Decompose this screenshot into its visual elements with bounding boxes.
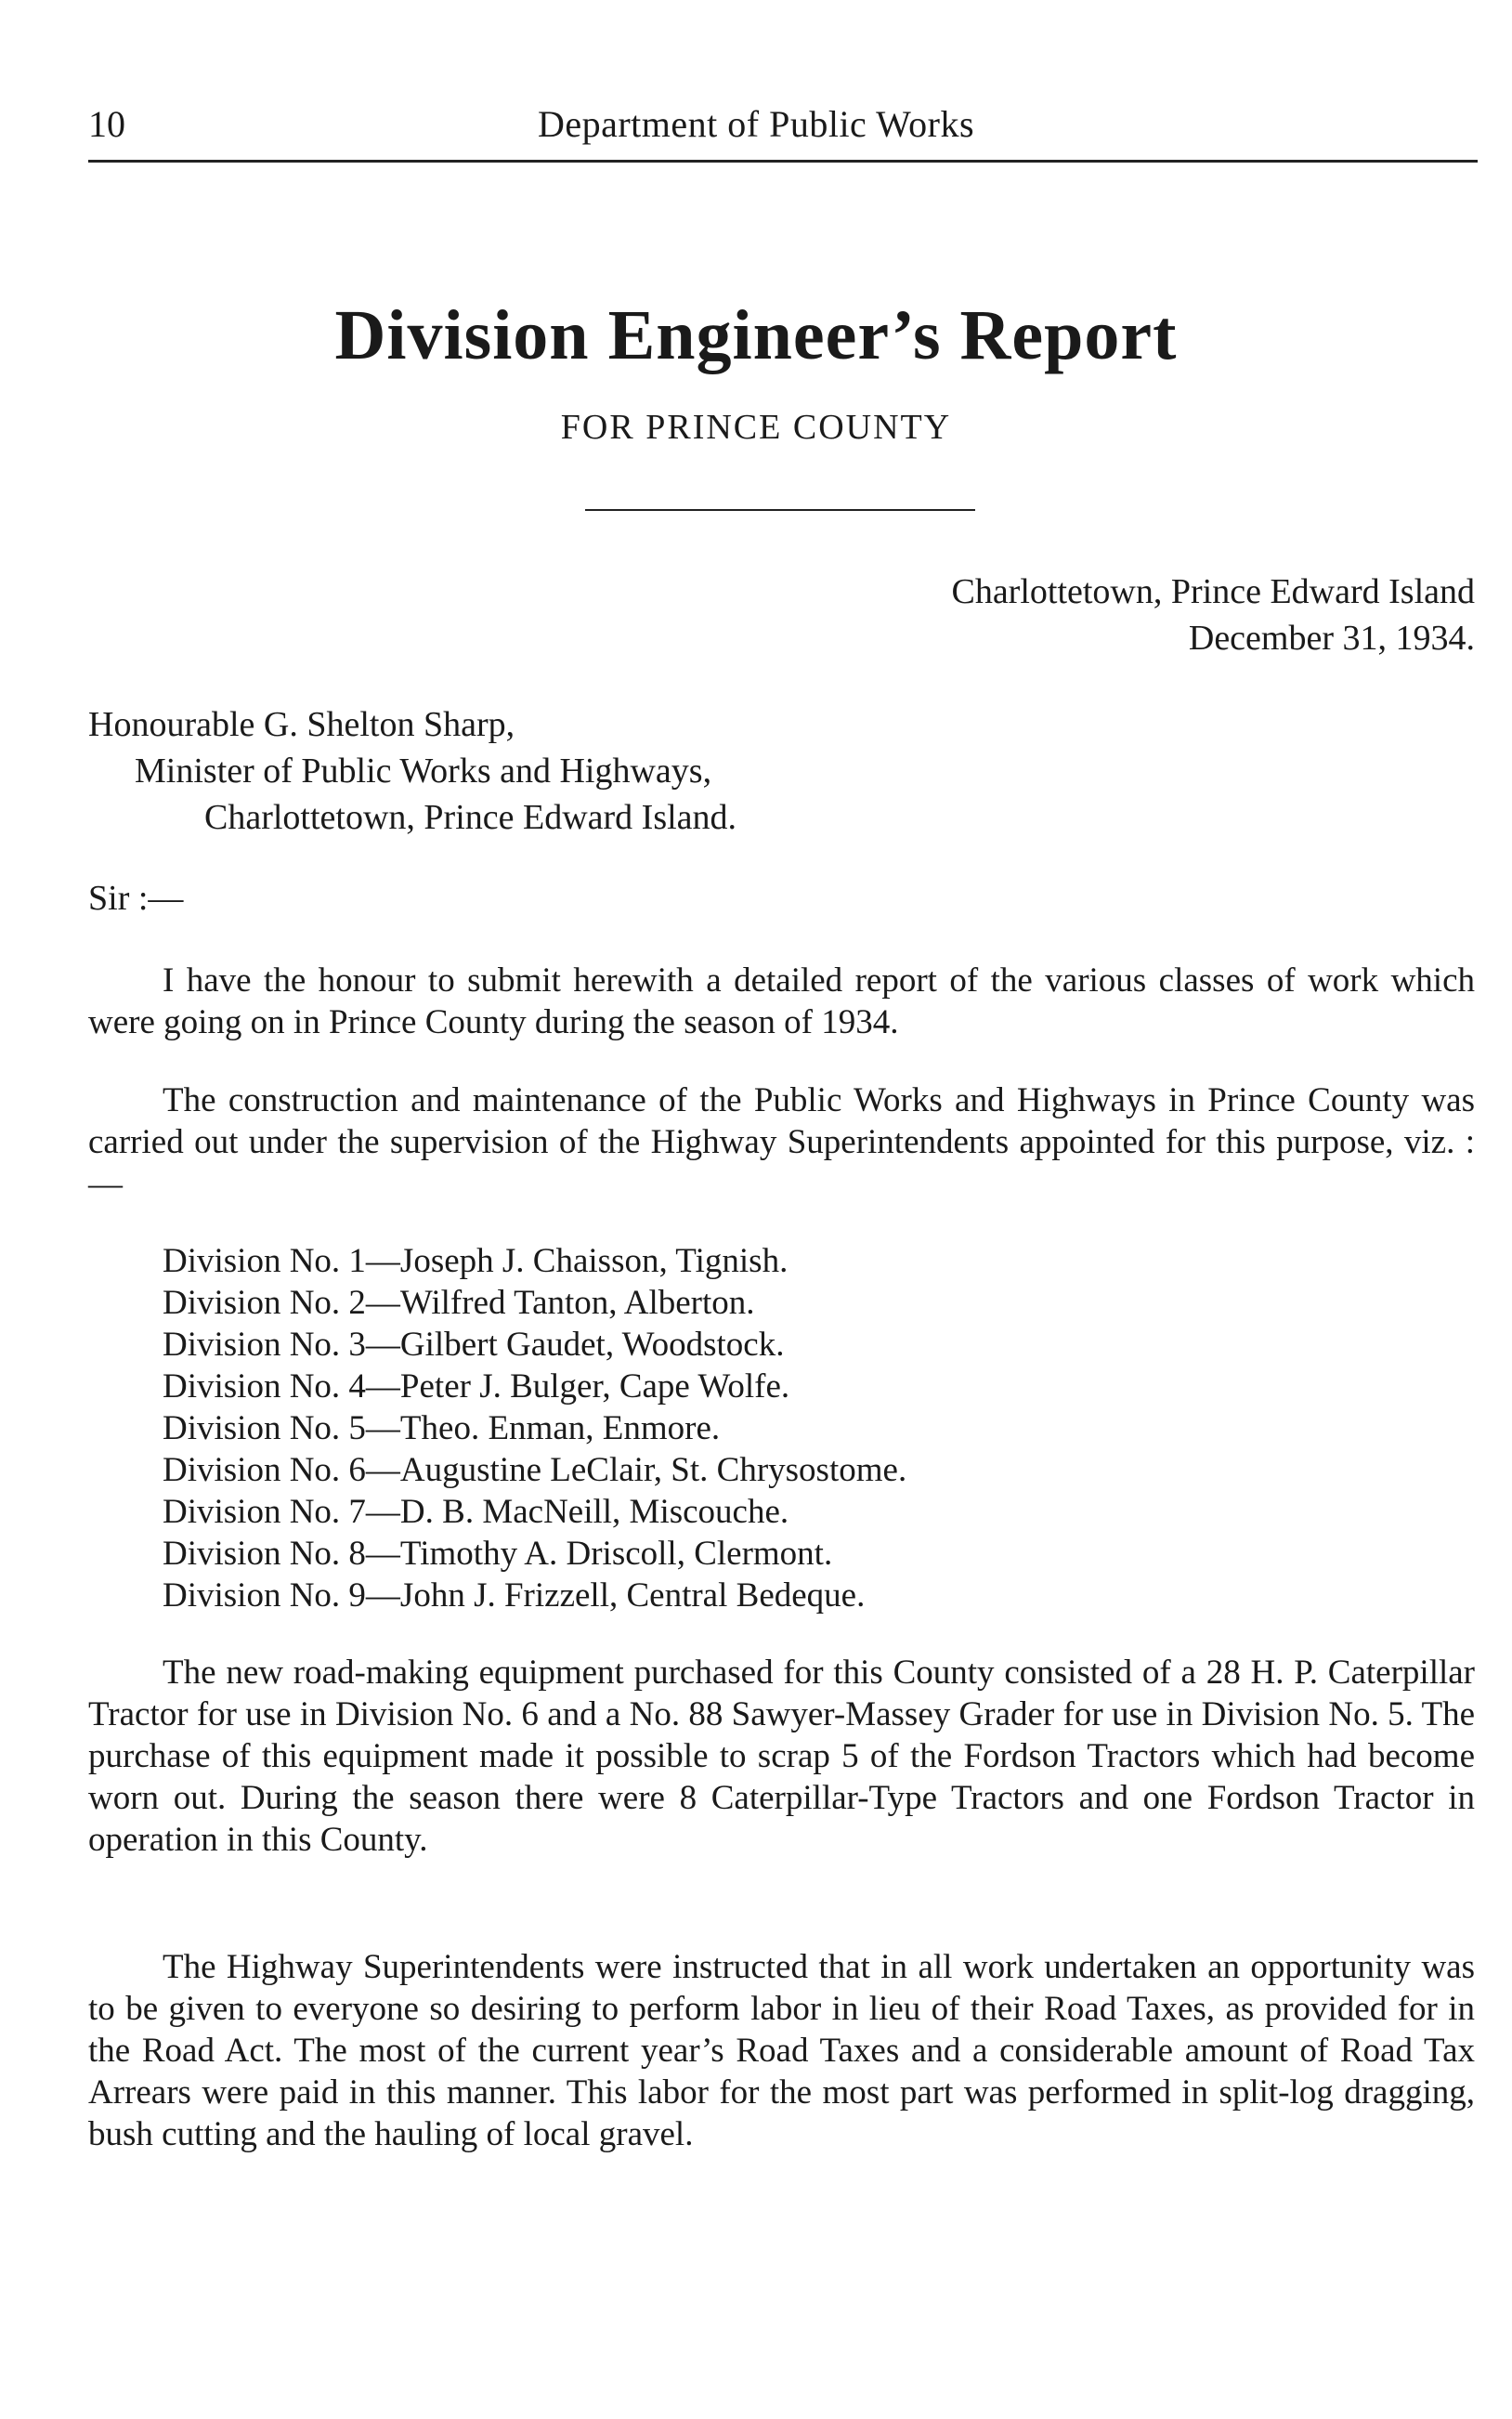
address-line-2: Minister of Public Works and Highways,	[135, 752, 712, 791]
division-list	[163, 1240, 906, 1616]
address-line-1: Honourable G. Shelton Sharp,	[88, 705, 515, 744]
running-header	[88, 102, 1424, 158]
report-subtitle: FOR PRINCE COUNTY	[560, 408, 952, 447]
salutation: Sir :—	[88, 879, 184, 918]
dateline-date: December 31, 1934.	[1188, 619, 1475, 658]
dateline	[951, 569, 1475, 661]
recipient-address	[88, 701, 736, 841]
division-item: Division No. 7—D. B. MacNeill, Miscouche.	[163, 1493, 789, 1531]
dateline-place: Charlottetown, Prince Edward Island	[951, 572, 1475, 611]
paragraph-equipment: The new road-making equipment purchased for this County consisted of a 28 H. P. Caterpillar Tractor for use in Division No. 6 and a No. 88 Sawyer-Massey Grader for use in Division No. 5. The purchase of this equipment made it possible to scrap 5 of the Fordson Tractors which had become worn out. During the season there were 8 Caterpillar-Type Tractors and one Fordson Tractor in operation in this County.	[88, 1654, 1475, 1859]
division-item: Division No. 4—Peter J. Bulger, Cape Wolfe.	[163, 1367, 790, 1406]
division-item: Division No. 6—Augustine LeClair, St. Chrysostome.	[163, 1451, 907, 1489]
division-item: Division No. 9—John J. Frizzell, Central Bedeque.	[163, 1576, 866, 1615]
division-item: Division No. 8—Timothy A. Driscoll, Clermont.	[163, 1535, 833, 1573]
paragraph-road-taxes: The Highway Superintendents were instructed that in all work undertaken an opportunity was to be given to everyone so desiring to perform labor in lieu of their Road Taxes, as provided for in the Road Act. The most of the current year’s Road Taxes and a considerable amount of Road Tax Arrears were paid in this manner. This labor for the most part was performed in split-log dragging, bush cutting and the hauling of local gravel.	[88, 1948, 1475, 2153]
header-rule	[88, 160, 1478, 163]
paragraph-supervision: The construction and maintenance of the Public Works and Highways in Prince County was carried out under the supervision of the Highway Superintendents appointed for this purpose, viz. :—	[88, 1081, 1475, 1203]
page-number: 10	[88, 103, 125, 145]
running-title: Department of Public Works	[537, 103, 975, 145]
division-item: Division No. 2—Wilfred Tanton, Alberton.	[163, 1284, 755, 1322]
division-item: Division No. 3—Gilbert Gaudet, Woodstock.	[163, 1326, 785, 1364]
division-item: Division No. 1—Joseph J. Chaisson, Tignish.	[163, 1242, 789, 1280]
report-title: Division Engineer’s Report	[334, 296, 1178, 374]
address-line-3: Charlottetown, Prince Edward Island.	[204, 798, 737, 837]
title-rule	[585, 509, 975, 511]
division-item: Division No. 5—Theo. Enman, Enmore.	[163, 1409, 721, 1447]
paragraph-intro: I have the honour to submit herewith a detailed report of the various classes of work which were going on in Prince County during the season of 1934.	[88, 961, 1475, 1041]
